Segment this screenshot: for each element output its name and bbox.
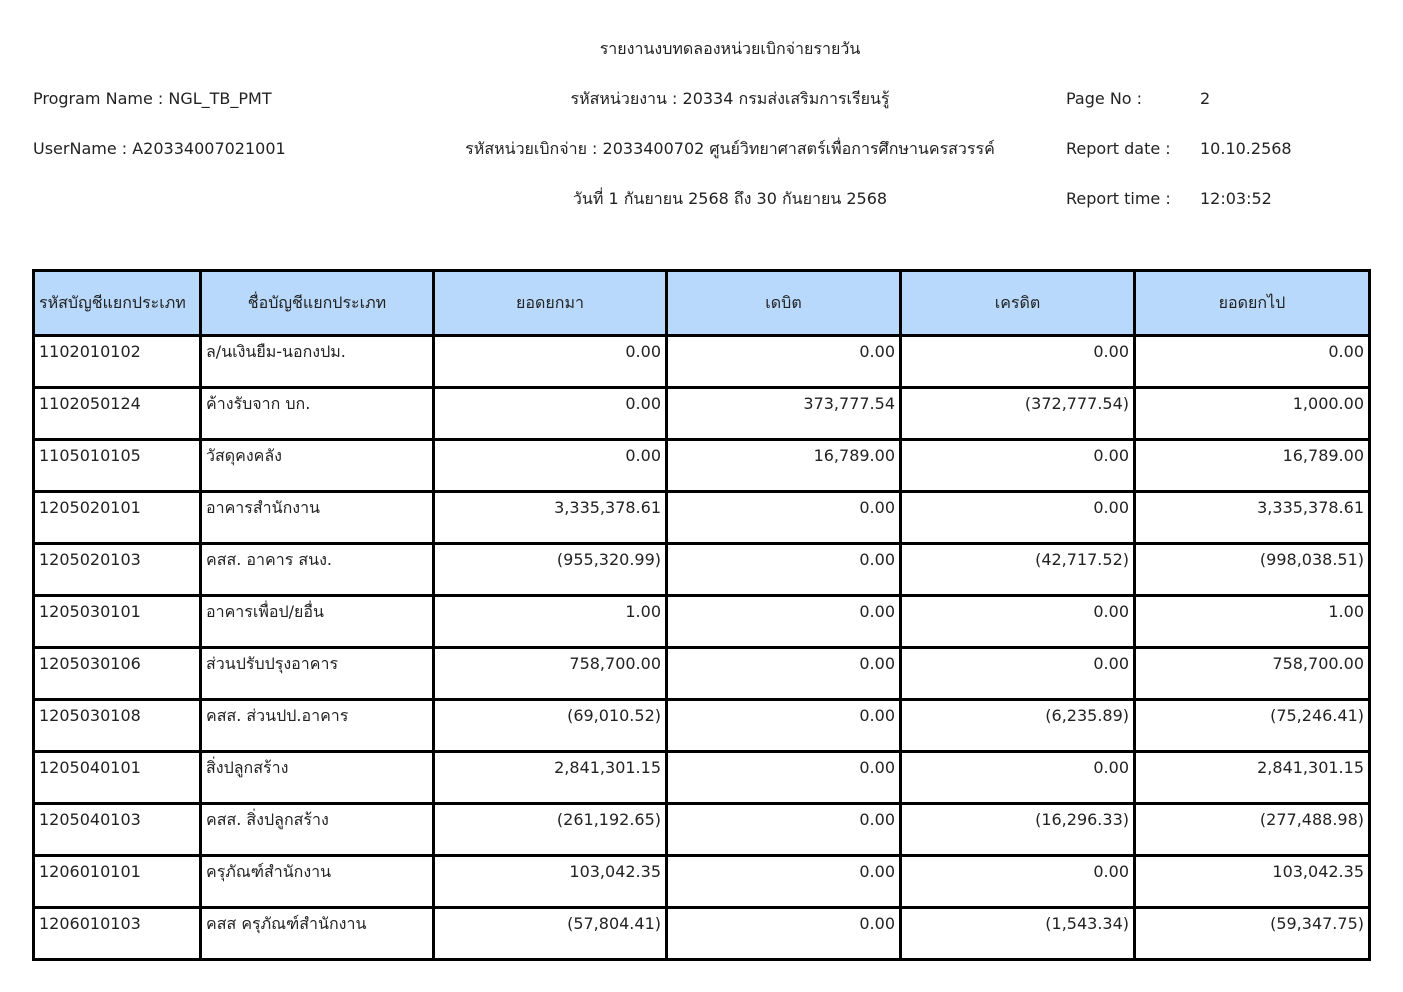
cell-carried-forward: 1.00	[1135, 596, 1370, 648]
cell-debit: 0.00	[667, 492, 901, 544]
cell-brought-forward: 2,841,301.15	[434, 752, 667, 804]
cell-account-code: 1205040101	[34, 752, 201, 804]
cell-account-code: 1205030101	[34, 596, 201, 648]
cell-brought-forward: 758,700.00	[434, 648, 667, 700]
cell-account-code: 1206010103	[34, 908, 201, 960]
cell-credit: (372,777.54)	[901, 388, 1135, 440]
report-period: วันที่ 1 กันยายน 2568 ถึง 30 กันยายน 2568	[572, 189, 888, 208]
report-date-value: 10.10.2568	[1200, 139, 1292, 158]
table-row	[34, 752, 1370, 804]
disbursing-unit-code: รหัสหน่วยเบิกจ่าย : 2033400702 ศูนย์วิทยาศาสตร์เพื่อการศึกษานครสวรรค์	[465, 139, 995, 158]
cell-credit: 0.00	[901, 648, 1135, 700]
table-row	[34, 440, 1370, 492]
cell-account-code: 1205030108	[34, 700, 201, 752]
table-row	[34, 596, 1370, 648]
table-header-row	[34, 271, 1370, 336]
page-no-label: Page No :	[1066, 89, 1143, 108]
program-name: Program Name : NGL_TB_PMT	[33, 89, 272, 108]
column-header-carried-forward: ยอดยกไป	[1135, 271, 1370, 336]
cell-account-name: คสส. สิ่งปลูกสร้าง	[201, 804, 434, 856]
cell-account-code: 1205020103	[34, 544, 201, 596]
cell-account-name: ส่วนปรับปรุงอาคาร	[201, 648, 434, 700]
cell-credit: 0.00	[901, 336, 1135, 388]
cell-carried-forward: 1,000.00	[1135, 388, 1370, 440]
table-row	[34, 388, 1370, 440]
cell-debit: 0.00	[667, 700, 901, 752]
cell-debit: 0.00	[667, 648, 901, 700]
cell-credit: (16,296.33)	[901, 804, 1135, 856]
cell-brought-forward: 1.00	[434, 596, 667, 648]
cell-debit: 0.00	[667, 856, 901, 908]
table-row	[34, 804, 1370, 856]
cell-account-name: ครุภัณฑ์สำนักงาน	[201, 856, 434, 908]
cell-carried-forward: 0.00	[1135, 336, 1370, 388]
cell-account-code: 1205040103	[34, 804, 201, 856]
cell-credit: (6,235.89)	[901, 700, 1135, 752]
cell-account-code: 1102050124	[34, 388, 201, 440]
cell-credit: 0.00	[901, 596, 1135, 648]
cell-debit: 373,777.54	[667, 388, 901, 440]
table-row	[34, 336, 1370, 388]
cell-debit: 0.00	[667, 908, 901, 960]
cell-carried-forward: 16,789.00	[1135, 440, 1370, 492]
cell-credit: 0.00	[901, 440, 1135, 492]
table-row	[34, 648, 1370, 700]
cell-debit: 0.00	[667, 752, 901, 804]
cell-brought-forward: (57,804.41)	[434, 908, 667, 960]
cell-carried-forward: 103,042.35	[1135, 856, 1370, 908]
table-row	[34, 700, 1370, 752]
cell-brought-forward: 3,335,378.61	[434, 492, 667, 544]
table-row	[34, 544, 1370, 596]
cell-carried-forward: (59,347.75)	[1135, 908, 1370, 960]
cell-account-code: 1102010102	[34, 336, 201, 388]
username: UserName : A20334007021001	[33, 139, 286, 158]
column-header-account-code: รหัสบัญชีแยกประเภท	[34, 271, 201, 336]
cell-carried-forward: 2,841,301.15	[1135, 752, 1370, 804]
column-header-credit: เครดิต	[901, 271, 1135, 336]
cell-carried-forward: 758,700.00	[1135, 648, 1370, 700]
cell-credit: 0.00	[901, 752, 1135, 804]
cell-debit: 0.00	[667, 804, 901, 856]
cell-brought-forward: 0.00	[434, 440, 667, 492]
column-header-account-name: ชื่อบัญชีแยกประเภท	[201, 271, 434, 336]
table-row	[34, 908, 1370, 960]
cell-debit: 0.00	[667, 544, 901, 596]
cell-account-name: อาคารสำนักงาน	[201, 492, 434, 544]
column-header-debit: เดบิต	[667, 271, 901, 336]
report-date-label: Report date :	[1066, 139, 1171, 158]
cell-account-name: คสส. อาคาร สนง.	[201, 544, 434, 596]
cell-brought-forward: (955,320.99)	[434, 544, 667, 596]
report-time-value: 12:03:52	[1200, 189, 1272, 208]
cell-account-name: ล/นเงินยืม-นอกงปม.	[201, 336, 434, 388]
cell-account-name: คสส. ส่วนปป.อาคาร	[201, 700, 434, 752]
cell-brought-forward: 0.00	[434, 388, 667, 440]
cell-brought-forward: 103,042.35	[434, 856, 667, 908]
cell-debit: 16,789.00	[667, 440, 901, 492]
cell-credit: (1,543.34)	[901, 908, 1135, 960]
agency-code: รหัสหน่วยงาน : 20334 กรมส่งเสริมการเรียนรู้	[570, 89, 890, 108]
cell-account-code: 1206010101	[34, 856, 201, 908]
cell-brought-forward: (261,192.65)	[434, 804, 667, 856]
cell-account-name: คสส ครุภัณฑ์สำนักงาน	[201, 908, 434, 960]
cell-credit: 0.00	[901, 492, 1135, 544]
cell-credit: 0.00	[901, 856, 1135, 908]
column-header-brought-forward: ยอดยกมา	[434, 271, 667, 336]
cell-carried-forward: 3,335,378.61	[1135, 492, 1370, 544]
cell-debit: 0.00	[667, 336, 901, 388]
cell-account-name: วัสดุคงคลัง	[201, 440, 434, 492]
cell-account-name: อาคารเพื่อป/ยอื่น	[201, 596, 434, 648]
cell-account-code: 1205020101	[34, 492, 201, 544]
cell-credit: (42,717.52)	[901, 544, 1135, 596]
cell-carried-forward: (277,488.98)	[1135, 804, 1370, 856]
cell-account-code: 1205030106	[34, 648, 201, 700]
cell-brought-forward: 0.00	[434, 336, 667, 388]
table-row	[34, 492, 1370, 544]
cell-brought-forward: (69,010.52)	[434, 700, 667, 752]
table-row	[34, 856, 1370, 908]
cell-carried-forward: (75,246.41)	[1135, 700, 1370, 752]
page-no-value: 2	[1200, 89, 1211, 108]
cell-account-name: ค้างรับจาก บก.	[201, 388, 434, 440]
report-title: รายงานงบทดลองหน่วยเบิกจ่ายรายวัน	[599, 39, 861, 58]
cell-account-code: 1105010105	[34, 440, 201, 492]
cell-carried-forward: (998,038.51)	[1135, 544, 1370, 596]
trial-balance-table	[32, 269, 1371, 961]
cell-account-name: สิ่งปลูกสร้าง	[201, 752, 434, 804]
cell-debit: 0.00	[667, 596, 901, 648]
report-time-label: Report time :	[1066, 189, 1171, 208]
